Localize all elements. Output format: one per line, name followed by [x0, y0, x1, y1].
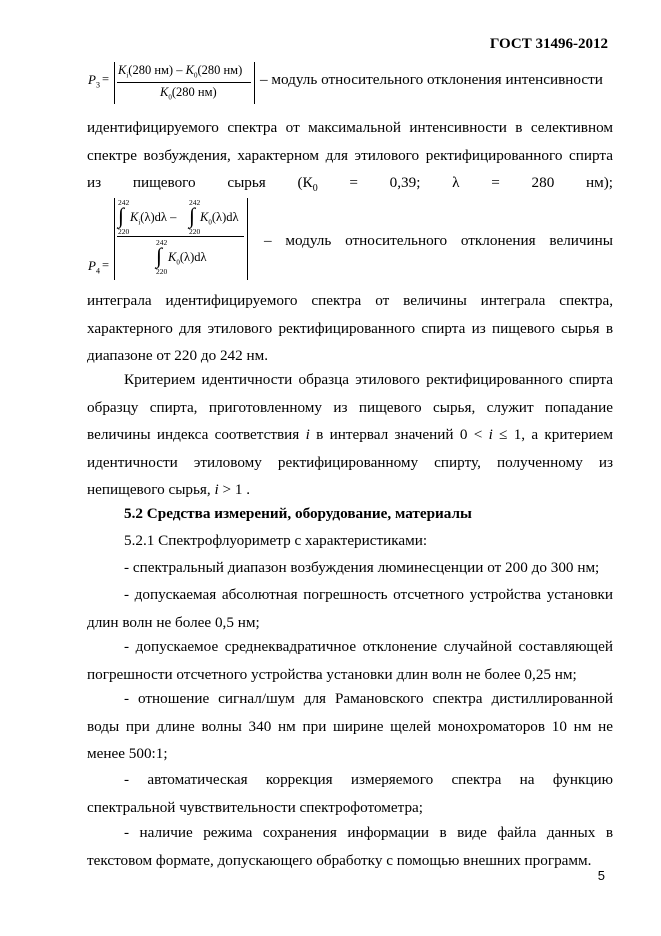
integral-upper: 242	[156, 238, 168, 247]
document-header: ГОСТ 31496-2012	[489, 36, 608, 52]
integral-lower: 220	[118, 227, 130, 236]
integral-upper: 242	[118, 198, 130, 207]
integral-sign: ∫	[118, 203, 125, 228]
formula-p4-description: – модуль относительного отклонения величины	[264, 232, 613, 249]
bullet-2: - допускаемая абсолютная погрешность отсчетного устройства установки длин волн не более 0,5 нм;	[87, 586, 613, 631]
bullet-5: - автоматическая коррекция измеряемого спектра на функцию спектральной чувствительности спектрофотометра;	[87, 771, 613, 816]
paragraph-1: идентифицируемого спектра от максимальной интенсивности в селективном спектре возбуждения, характерном для этилового ректифицированного спирта из пищевого сырья ($К_0 = 0,39$; λ = 280 нм);	[87, 119, 614, 195]
integral-sign: ∫	[189, 203, 196, 228]
integral-lower: 220	[156, 267, 168, 276]
formula-p3-numerator: $K_i(280$ $нм) - K_0(280$ нм)	[118, 63, 243, 80]
abs-bar-left	[114, 62, 115, 104]
formula-p3-lhs: $P_3$	[88, 72, 100, 90]
page-number: 5	[597, 868, 605, 883]
formula-p3-denominator: $K_0(280$ нм)	[160, 85, 217, 102]
formula-p4-term2: $K_0(\lambda)d\lambda$	[200, 210, 239, 227]
integral-sign: ∫	[156, 243, 163, 268]
abs-bar-right	[254, 62, 255, 104]
paragraph-2: интеграла идентифицируемого спектра от величины интеграла спектра, характерного для этилового ректифицированного спирта из пищевого сырья в диапазоне от 220 до 242 нм.	[87, 292, 613, 365]
bullet-6: - наличие режима сохранения информации в виде файла данных в текстовом формате, допускающего обработку с помощью внешних программ.	[87, 824, 613, 869]
fraction-line	[117, 236, 244, 237]
formula-p4-eq: =	[102, 258, 110, 272]
bullet-1: - спектральный диапазон возбуждения люминесценции от 200 до 300 нм;	[124, 559, 600, 576]
paragraph-3: Критерием идентичности образца этилового ректифицированного спирта образцу спирта, приготовленному из пищевого сырья, служит попадание величины индекса соответствия i в интервал значений 0 < i ≤ 1, а критерием идентичности этиловому ректифицированному спирту, полученному из непищевого сырья, i > 1 .	[87, 371, 613, 499]
item-5-2-1: 5.2.1 Спектрофлуориметр с характеристиками:	[124, 532, 428, 549]
formula-p4-denominator: $K_0(\lambda)d\lambda$	[168, 250, 207, 267]
bullet-3: - допускаемое среднеквадратичное отклонение случайной составляющей погрешности отсчетного устройства установки длин волн не более 0,25 нм;	[87, 638, 613, 683]
integral-upper: 242	[189, 198, 201, 207]
abs-bar-right	[247, 198, 248, 280]
section-title: 5.2 Средства измерений, оборудование, материалы	[124, 505, 472, 522]
formula-p4-term1: $K_i(\lambda)d\lambda$ –	[130, 210, 177, 227]
fraction-line	[117, 82, 251, 83]
abs-bar-left	[114, 198, 115, 280]
formula-p3-description: – модуль относительного отклонения интенсивности	[260, 71, 603, 88]
integral-lower: 220	[189, 227, 201, 236]
bullet-4: - отношение сигнал/шум для Рамановского спектра дистиллированной воды при длине волны 340 нм при ширине щелей монохроматоров 10 нм не менее 500:1;	[87, 690, 613, 763]
formula-p3-eq: =	[102, 72, 110, 86]
formula-p4-lhs: $P_4$	[88, 258, 100, 276]
